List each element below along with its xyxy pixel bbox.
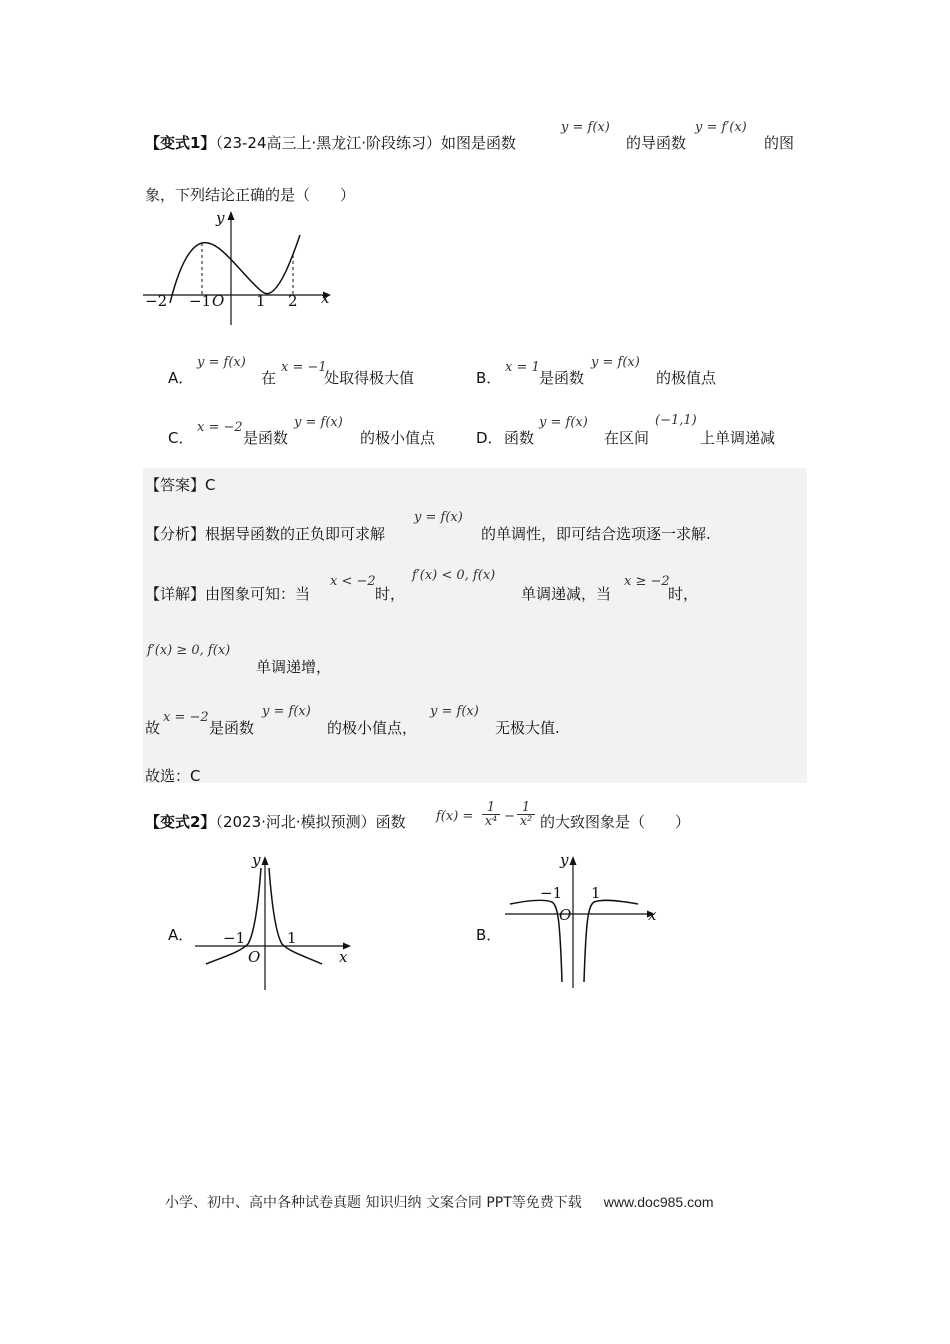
detail-text3: 单调递减，当	[521, 585, 612, 603]
option-b-letter[interactable]: B．	[476, 369, 502, 387]
x-axis-label: x	[648, 906, 657, 924]
variant1-tag: 【变式1】	[145, 134, 216, 152]
option-d-text0: 函数	[504, 429, 535, 447]
detail-line3-text3: 的极小值点，	[327, 719, 418, 737]
option-a-formula2: x = −1	[281, 360, 327, 375]
v2-text-end: 的大致图象是（ ）	[540, 813, 691, 831]
variant1-source: （23-24高三上·黑龙江·阶段练习）如图是函数	[215, 134, 517, 152]
derivative-graph	[143, 205, 343, 330]
x-axis-label: x	[339, 948, 348, 966]
v2-option-b-letter[interactable]: B．	[476, 926, 502, 944]
detail-line3-text2: 是函数	[209, 719, 255, 737]
option-b-text2: 的极值点	[656, 369, 717, 387]
option-c-text2: 的极小值点	[360, 429, 436, 447]
tick-label-neg1: −1	[223, 929, 246, 947]
detail-text4: 时，	[668, 585, 699, 603]
detail-text1: 由图象可知：当	[205, 585, 311, 603]
footer-site-link[interactable]: www.doc985.com	[603, 1194, 714, 1210]
origin-label: O	[559, 906, 572, 924]
answer-value: C	[205, 476, 216, 494]
tick-label-neg2: −2	[145, 292, 168, 310]
detail-text2: 时，	[375, 585, 406, 603]
option-a-letter[interactable]: A．	[168, 369, 194, 387]
v2-frac2-den: x²	[517, 814, 535, 828]
variant2-source: （2023·河北·模拟预测）函数	[215, 813, 406, 831]
footer-text: 小学、初中、高中各种试卷真题 知识归纳 文案合同 PPT等免费下载	[165, 1195, 582, 1211]
tick-label-neg1: −1	[540, 884, 563, 902]
formula-y-fpx: y = f′(x)	[695, 120, 747, 135]
origin-label: O	[248, 948, 261, 966]
y-axis-arrow	[570, 856, 577, 865]
choose-line: 故选：C	[145, 767, 201, 785]
x-axis-label: x	[321, 289, 330, 307]
option-b-text1: 是函数	[539, 369, 585, 387]
detail-line2-formula: f′(x) ≥ 0, f(x)	[147, 643, 231, 658]
v2-formula-fx: f(x) =	[436, 809, 474, 824]
curve-left	[510, 900, 562, 982]
option-b-formula1: x = 1	[505, 360, 540, 375]
tick-label-1: 1	[591, 884, 601, 902]
y-axis-label: y	[252, 851, 261, 869]
v2-fraction1	[482, 801, 500, 828]
detail-line2-text: 单调递增，	[256, 658, 332, 676]
analysis-text1: 根据导函数的正负即可求解	[205, 525, 386, 543]
option-c-letter[interactable]: C．	[168, 429, 194, 447]
detail-formula3: x ≥ −2	[624, 574, 670, 589]
text-derivative: 的导函数	[626, 134, 687, 152]
question-line2: 象，下列结论正确的是（ ）	[145, 186, 356, 204]
detail-formula2: f′(x) < 0, f(x)	[412, 568, 496, 583]
y-axis-arrow	[262, 856, 269, 865]
v2-frac1-den: x⁴	[482, 814, 500, 828]
detail-tag: 【详解】	[145, 585, 206, 603]
v2-option-a-letter[interactable]: A．	[168, 926, 194, 944]
option-d-letter[interactable]: D．	[476, 429, 503, 447]
detail-line3-formula3: y = f(x)	[430, 704, 479, 719]
tick-label-neg1: −1	[189, 292, 212, 310]
y-axis-arrow	[228, 211, 235, 220]
option-c-text1: 是函数	[243, 429, 289, 447]
detail-line3-text4: 无极大值.	[495, 719, 560, 737]
option-c-formula2: y = f(x)	[294, 415, 343, 430]
option-b-formula2: y = f(x)	[591, 355, 640, 370]
v2-frac2-num: 1	[521, 800, 531, 815]
footer	[165, 1192, 714, 1212]
v2-fraction2	[517, 801, 535, 828]
curve-right	[584, 900, 638, 982]
y-axis-label: y	[560, 851, 569, 869]
y-axis-label: y	[216, 209, 225, 227]
analysis-text2: 的单调性，即可结合选项逐一求解.	[481, 525, 711, 543]
detail-line1	[145, 583, 310, 604]
variant2-heading	[145, 811, 406, 832]
analysis-tag: 【分析】	[145, 525, 206, 543]
v2-option-a-graph[interactable]	[190, 848, 360, 993]
option-d-text2: 上单调递减	[700, 429, 776, 447]
origin-label: O	[212, 292, 225, 310]
text-graph: 的图	[764, 134, 795, 152]
detail-line3-formula1: x = −2	[163, 710, 209, 725]
variant2-tag: 【变式2】	[145, 813, 216, 831]
option-a-formula1: y = f(x)	[197, 355, 246, 370]
formula-y-fx: y = f(x)	[561, 120, 610, 135]
answer-tag: 【答案】	[145, 476, 206, 494]
answer-line	[145, 474, 216, 495]
tick-label-1: 1	[256, 292, 266, 310]
option-d-formula1: y = f(x)	[539, 415, 588, 430]
tick-label-2: 2	[288, 292, 298, 310]
v2-option-b-graph[interactable]	[500, 848, 670, 993]
tick-label-1: 1	[287, 929, 297, 947]
analysis-formula: y = f(x)	[414, 510, 463, 525]
detail-line3-text1: 故	[145, 719, 161, 737]
option-a-text1: 在	[261, 369, 277, 387]
analysis-line	[145, 523, 385, 544]
option-c-formula1: x = −2	[197, 420, 243, 435]
v2-minus: −	[504, 809, 515, 824]
option-d-text1: 在区间	[604, 429, 650, 447]
v2-frac1-num: 1	[486, 800, 496, 815]
detail-line3-formula2: y = f(x)	[262, 704, 311, 719]
variant1-heading	[145, 132, 516, 153]
detail-formula1: x < −2	[330, 574, 376, 589]
option-d-formula2: (−1,1)	[655, 413, 697, 428]
curve-right	[269, 868, 322, 964]
option-a-text2: 处取得极大值	[324, 369, 415, 387]
